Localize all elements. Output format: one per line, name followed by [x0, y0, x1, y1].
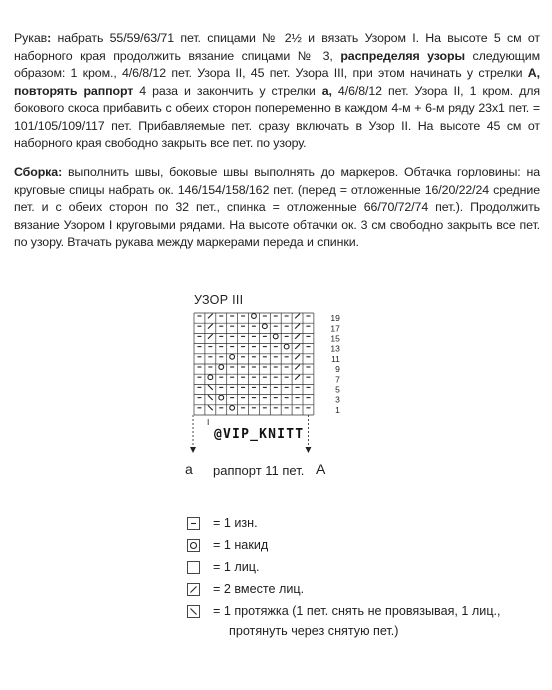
- chart-cell: [295, 324, 300, 329]
- chart-cell: [208, 385, 213, 390]
- repeat-label: раппорт 11 пет.: [213, 463, 305, 478]
- chart-cell: [208, 375, 213, 380]
- chart-cell: [208, 395, 213, 400]
- sleeve-text-run: а,: [321, 83, 332, 98]
- row-number: 1: [335, 404, 340, 415]
- chart-cell: [295, 354, 300, 359]
- row-number: 15: [330, 333, 340, 344]
- legend-text: = 1 лиц.: [213, 560, 260, 574]
- chart-title: УЗОР III: [194, 293, 244, 307]
- chart-cell: [295, 334, 300, 339]
- sleeve-text-run: :: [47, 31, 52, 45]
- assembly-instructions: [14, 164, 540, 252]
- sleeve-text-run: 4/6/8/12 пет. Узора II, 1 кром. для бокового скоса прибавить с обеих сторон попеременно в каждом 4-м + 6-м ряду 23х1 пет. = 101/105/109/117 пет. Прибавляемые пет. сразу включать в Узор II. На высоте 45 см от наборного края свободно закрыть все пет. по узору.: [14, 83, 541, 150]
- legend-text-continued: протянуть через снятую пет.): [229, 624, 399, 638]
- row-number: 9: [335, 364, 340, 375]
- arrow-a-head: [190, 447, 196, 453]
- sleeve-instructions: [14, 30, 540, 153]
- legend-symbol-icon: [187, 561, 200, 574]
- row-number: 11: [331, 353, 340, 364]
- row-number: 13: [330, 343, 340, 354]
- legend-text: = 1 изн.: [213, 516, 258, 530]
- arrow-A-head: [305, 447, 311, 453]
- legend-symbol-icon: [187, 517, 200, 530]
- chart-cell: [219, 365, 224, 370]
- row-number: 5: [335, 384, 340, 395]
- legend-text: = 1 протяжка (1 пет. снять не провязывая, 1 лиц.,: [213, 604, 501, 618]
- chart-cell: [262, 324, 267, 329]
- sleeve-text-run: Рукав: [14, 31, 48, 45]
- sleeve-text-run: А, повторять раппорт: [14, 66, 540, 98]
- chart-cell: [230, 354, 235, 359]
- legend-symbol-icon: [187, 583, 200, 596]
- assembly-text-run: выполнить швы, боковые швы выполнять до маркеров. Обтачка горловины: на круговые спицы набрать ок. 146/154/158/162 пет. (перед = отложенные 16/20/22/24 средние пет. и с обеих сторон по 32 пет., спинка = отложенные 66/70/72/74 пет.). Продолжить вязание Узором I круговыми рядами. На высоте обтачки ок. 3 см свободно закрыть все пет. по узору. Втачать рукава между маркерами переда и спинки.: [14, 165, 540, 249]
- chart-cell: [295, 365, 300, 370]
- chart-cell: [208, 334, 213, 339]
- chart-cell: [295, 314, 300, 319]
- sleeve-text-run: распределяя узоры: [340, 48, 465, 63]
- legend-text: = 1 накид: [213, 538, 269, 552]
- sleeve-text-run: следующим образом: 1 кром., 4/6/8/12 пет. Узора II, 45 пет. Узора III, при этом начинать у стрелки: [14, 48, 540, 80]
- chart-cell: [230, 405, 235, 410]
- sleeve-text-run: набрать 55/59/63/71 пет. спицами № 2½ и вязать Узором I. На высоте 5 см от наборного края продолжить вязание спицами № 3,: [14, 31, 540, 63]
- arrow-label-a: a: [185, 461, 193, 477]
- chart-cell: [295, 375, 300, 380]
- arrow-label-A: А: [316, 461, 326, 477]
- watermark-text: @VIP_KNITT: [214, 427, 305, 442]
- legend-symbol-icon: [187, 539, 200, 552]
- row-number: 3: [335, 394, 340, 405]
- row-number: 7: [335, 374, 340, 385]
- chart-cell: [273, 334, 278, 339]
- row-number: 17: [330, 323, 340, 334]
- row-number: 19: [330, 313, 340, 324]
- legend-symbol-icon: [187, 605, 200, 618]
- chart-cell: [208, 405, 213, 410]
- chart-cell: [208, 314, 213, 319]
- assembly-text-run: Сборка:: [14, 165, 63, 179]
- chart-cell: [208, 324, 213, 329]
- sleeve-text-run: 4 раза и закончить у стрелки: [133, 83, 322, 98]
- chart-cell: [252, 314, 257, 319]
- chart-cell: [284, 344, 289, 349]
- chart-cell: [295, 344, 300, 349]
- legend-text: = 2 вместе лиц.: [213, 582, 305, 596]
- chart-cell: [219, 395, 224, 400]
